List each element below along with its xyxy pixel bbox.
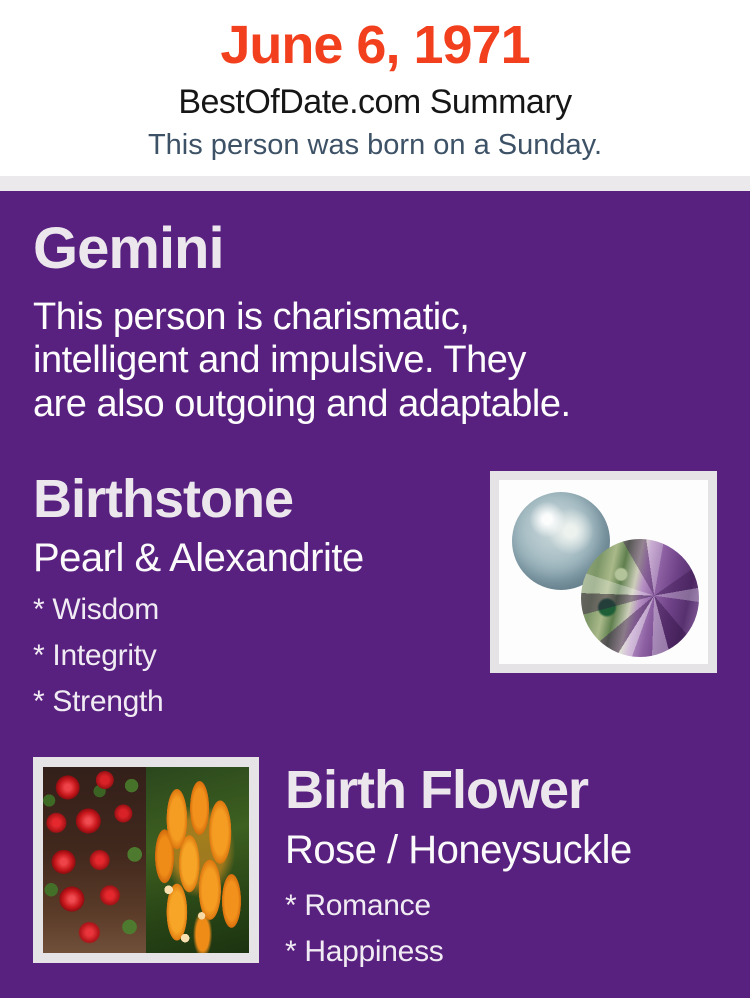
birthstone-title: Birthstone [33, 468, 293, 529]
zodiac-description-line: are also outgoing and adaptable. [33, 382, 571, 425]
zodiac-description [33, 296, 717, 427]
site-summary-title: BestOfDate.com Summary [178, 83, 572, 122]
birthstone-traits-list [33, 593, 490, 718]
zodiac-sign-title: Gemini [33, 215, 224, 281]
pearl-and-alexandrite-photo [490, 471, 717, 673]
main-panel [0, 191, 750, 998]
birth-flower-names: Rose / Honeysuckle [285, 828, 632, 872]
birth-flower-traits-list [285, 889, 632, 968]
birthstone-text-column [33, 468, 490, 732]
rose-and-honeysuckle-photo [33, 757, 259, 963]
birth-flower-text-column [259, 757, 632, 981]
born-day-text: This person was born on a Sunday. [147, 128, 603, 161]
list-item: * Romance [285, 889, 431, 922]
list-item: * Strength [33, 685, 164, 719]
zodiac-description-line: This person is charismatic, [33, 295, 470, 338]
birthstone-names: Pearl & Alexandrite [33, 536, 364, 581]
birth-flower-title: Birth Flower [285, 760, 589, 821]
header [0, 0, 750, 162]
divider-bar [0, 176, 750, 191]
roses-image [43, 767, 146, 953]
list-item: * Happiness [285, 935, 444, 968]
honeysuckle-image [146, 767, 249, 953]
birth-flower-section [33, 757, 717, 981]
zodiac-description-line: intelligent and impulsive. They [33, 339, 526, 382]
birthstone-section [33, 468, 717, 732]
page-title-date: June 6, 1971 [220, 15, 530, 75]
zodiac-section [33, 191, 717, 427]
alexandrite-gem-image [581, 539, 699, 657]
list-item: * Wisdom [33, 593, 159, 627]
list-item: * Integrity [33, 639, 157, 673]
